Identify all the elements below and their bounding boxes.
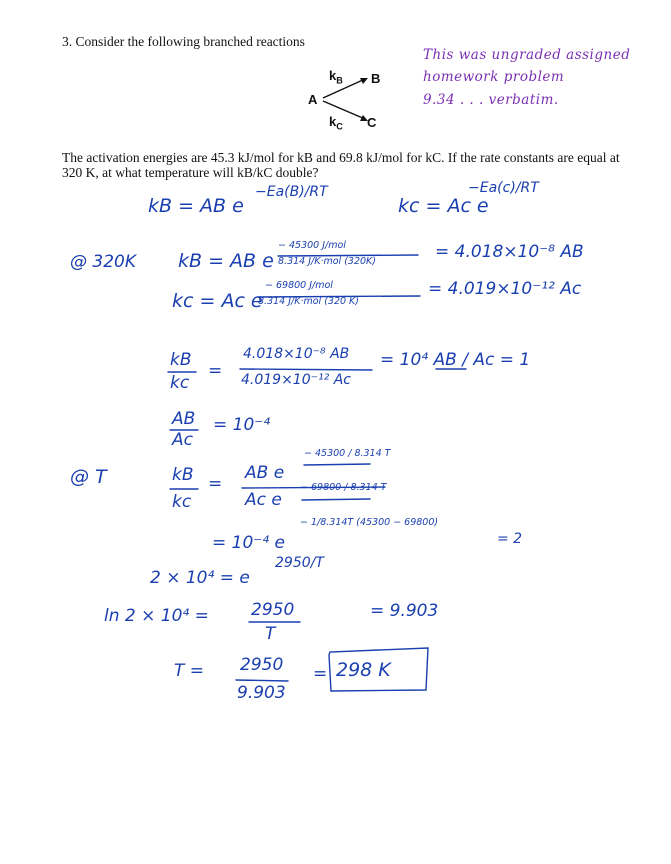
kb-320-result: = 4.018×10⁻⁸ AB (435, 242, 584, 262)
t-equals: = (313, 664, 328, 684)
ratio-t-top: AB e (245, 463, 285, 483)
problem-text-line-2: 320 K, at what temperature will kB/kC double? (62, 165, 319, 180)
kc-320-result: = 4.019×10⁻¹² Ac (428, 279, 582, 299)
kb-arrhenius: kB = AB e (148, 195, 244, 217)
reactant-a: A (308, 92, 318, 107)
t-equation: T = (174, 661, 205, 681)
kc-320-lhs: kc = Ac e (172, 290, 263, 312)
exp-equation: 2 × 10⁴ = e (150, 568, 250, 588)
kb-320-exp-den: 8.314 J/K·mol (320K) (278, 256, 376, 267)
equals-sign: = (208, 361, 223, 381)
product-b: B (371, 71, 381, 86)
note-line-2: homework problem (423, 69, 565, 85)
note-line-1: This was ungraded assigned (423, 47, 631, 63)
at-320k-label: @ 320K (70, 252, 136, 272)
ab-ac-num: AB (172, 409, 196, 429)
kc-arrhenius-exponent: −Ea(c)/RT (468, 180, 539, 196)
ratio-t-top-exp: − 45300 / 8.314 T (304, 448, 391, 459)
note-line-3: 9.34 . . . verbatim. (423, 92, 559, 108)
t-den: 9.903 (237, 683, 286, 703)
kb-320-exp-num: − 45300 J/mol (278, 240, 346, 251)
rate-constant-b: $k_B$ (329, 68, 343, 86)
kb-320-lhs: kB = AB e (178, 250, 274, 272)
ratio-mid-den: 4.019×10⁻¹² Ac (241, 372, 351, 388)
ratio-t-den: kc (172, 492, 192, 512)
ratio-result: = 10⁴ AB / Ac = 1 (380, 350, 531, 370)
simplified-result: = 2 (497, 531, 523, 547)
rate-constant-c: $k_C$ (329, 114, 343, 132)
ratio-t-bot-exp: − 69800 / 8.314 T (300, 482, 387, 493)
ratio-t-bot: Ac e (245, 490, 282, 510)
exp-equation-exponent: 2950/T (275, 555, 324, 571)
problem-text-line-1: The activation energies are 45.3 kJ/mol for kB and 69.8 kJ/mol for kC. If the rate constants are equal at (62, 150, 620, 165)
ln-result: = 9.903 (370, 601, 439, 621)
simplified-exponent: − 1/8.314T (45300 − 69800) (300, 517, 439, 528)
kc-320-exp-den: 8.314 J/K·mol (320 K) (258, 296, 359, 307)
equals-sign-2: = (208, 474, 223, 494)
final-answer: 298 K (336, 659, 391, 681)
t-num: 2950 (240, 655, 284, 675)
ab-ac-result: = 10⁻⁴ (213, 415, 271, 435)
at-t-label: @ T (70, 466, 107, 488)
kb-arrhenius-exponent: −Ea(B)/RT (255, 184, 328, 200)
problem-number-line: 3. Consider the following branched reactions (62, 34, 305, 49)
simplified-expression: = 10⁻⁴ e (212, 533, 285, 553)
ratio-den: kc (170, 373, 190, 393)
kc-320-exp-num: − 69800 J/mol (265, 280, 333, 291)
ratio-mid-num: 4.018×10⁻⁸ AB (243, 346, 350, 362)
ratio-t-num: kB (172, 465, 194, 485)
ln-den: T (265, 624, 276, 644)
ratio-num: kB (170, 350, 192, 370)
ab-ac-den: Ac (172, 430, 193, 450)
ln-equation: ln 2 × 10⁴ = (104, 606, 209, 626)
kc-arrhenius: kc = Ac e (398, 195, 489, 217)
product-c: C (367, 115, 377, 130)
ln-num: 2950 (251, 600, 295, 620)
